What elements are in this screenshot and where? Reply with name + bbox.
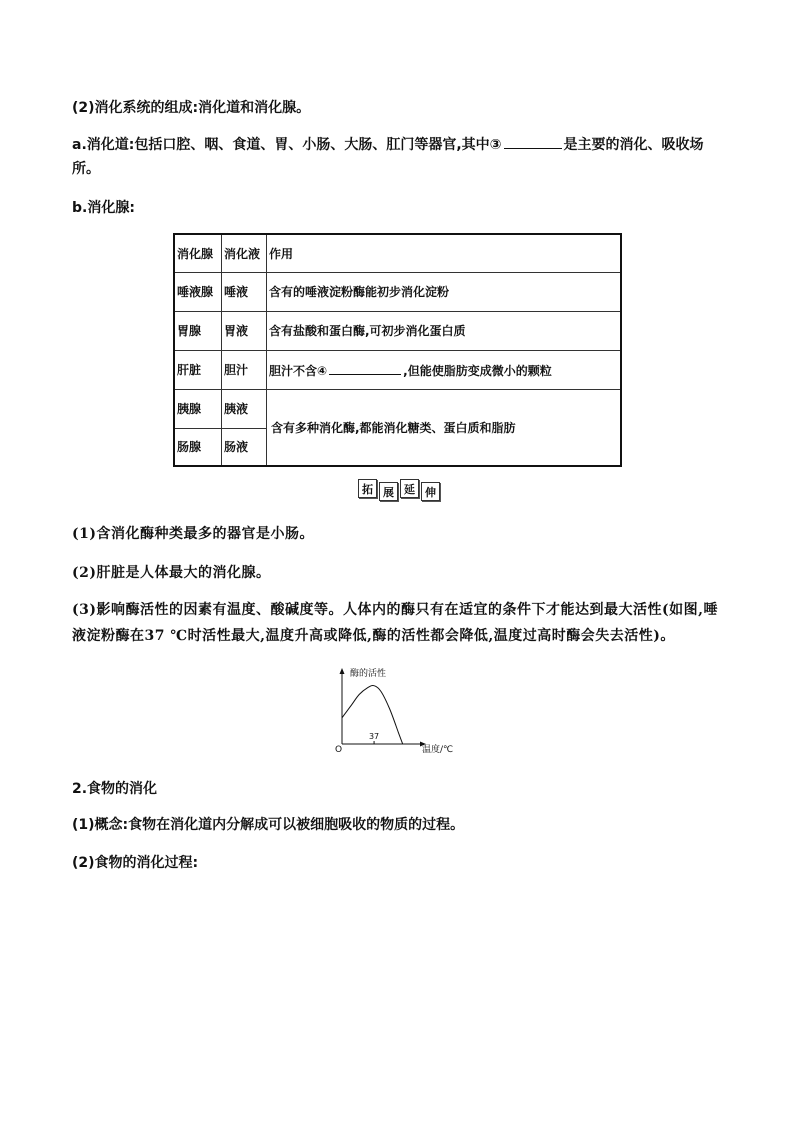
digestion-heading: 2.食物的消化	[72, 781, 158, 797]
cell-juice: 胃液	[222, 311, 267, 350]
cell-gland: 胰腺	[174, 389, 222, 428]
cell-gland: 唾液腺	[174, 272, 222, 311]
bile-action-pre: 胆汁不含④	[269, 364, 328, 378]
cell-shared-action: 含有多种消化酶,都能消化糖类、蛋白质和脂肪	[267, 389, 622, 466]
cell-juice: 胰液	[222, 389, 267, 428]
digestion-concept: (1)概念:食物在消化道内分解成可以被细胞吸收的物质的过程。	[72, 817, 465, 833]
cell-juice: 唾液	[222, 272, 267, 311]
table-row	[174, 272, 621, 311]
digestive-tract-paragraph	[72, 133, 726, 181]
tract-text-post: 是主要的消化、吸收场所。	[72, 137, 704, 177]
cell-gland: 肝脏	[174, 350, 222, 389]
cell-juice: 肠液	[222, 428, 267, 466]
y-axis-arrow	[340, 668, 345, 674]
y-axis-label: 酶的活性	[350, 669, 387, 679]
x-ticks	[369, 732, 379, 744]
header-gland: 消化腺	[174, 234, 222, 272]
cell-gland: 胃腺	[174, 311, 222, 350]
bile-action-post: ,但能使脂肪变成微小的颗粒	[403, 364, 552, 378]
table-row	[174, 389, 621, 428]
cell-juice: 胆汁	[222, 350, 267, 389]
cell-action: 含有的唾液淀粉酶能初步消化淀粉	[267, 272, 622, 311]
x-tick-label: 37	[368, 732, 380, 741]
header-juice: 消化液	[222, 234, 267, 272]
section-heading: (2)消化系统的组成:消化道和消化腺。	[72, 100, 311, 116]
table-row	[174, 311, 621, 350]
answer-blank-4[interactable]	[329, 360, 401, 375]
origin-label: O	[335, 745, 343, 755]
cell-action: 含有盐酸和蛋白酶,可初步消化蛋白质	[267, 311, 622, 350]
x-axis-label: 温度/℃	[422, 745, 454, 755]
enzyme-activity-chart	[330, 660, 470, 760]
badge-char: 拓	[358, 479, 377, 498]
extension-badges	[358, 479, 440, 501]
extension-point-2: (2)肝脏是人体最大的消化腺。	[72, 565, 271, 581]
digestion-process-heading: (2)食物的消化过程:	[72, 855, 199, 871]
table-row	[174, 350, 621, 389]
cell-gland: 肠腺	[174, 428, 222, 466]
badge-char: 伸	[421, 482, 440, 501]
glands-heading: b.消化腺:	[72, 200, 135, 216]
table-header-row	[174, 234, 621, 272]
extension-point-1: (1)含消化酶种类最多的器官是小肠。	[72, 526, 314, 542]
badge-char: 展	[379, 482, 398, 501]
digestive-glands-table	[173, 233, 622, 467]
cell-action	[267, 350, 622, 389]
tract-text-pre: a.消化道:包括口腔、咽、食道、胃、小肠、大肠、肛门等器官,其中③	[72, 137, 502, 153]
answer-blank-3[interactable]	[504, 134, 562, 149]
extension-point-3: (3)影响酶活性的因素有温度、酸碱度等。人体内的酶只有在适宜的条件下才能达到最大活性(如图,唾液淀粉酶在37 ℃时活性最大,温度升高或降低,酶的活性都会降低,温度过高时酶会失去活性)。	[72, 602, 718, 644]
badge-char: 延	[400, 479, 419, 498]
header-action: 作用	[267, 234, 622, 272]
